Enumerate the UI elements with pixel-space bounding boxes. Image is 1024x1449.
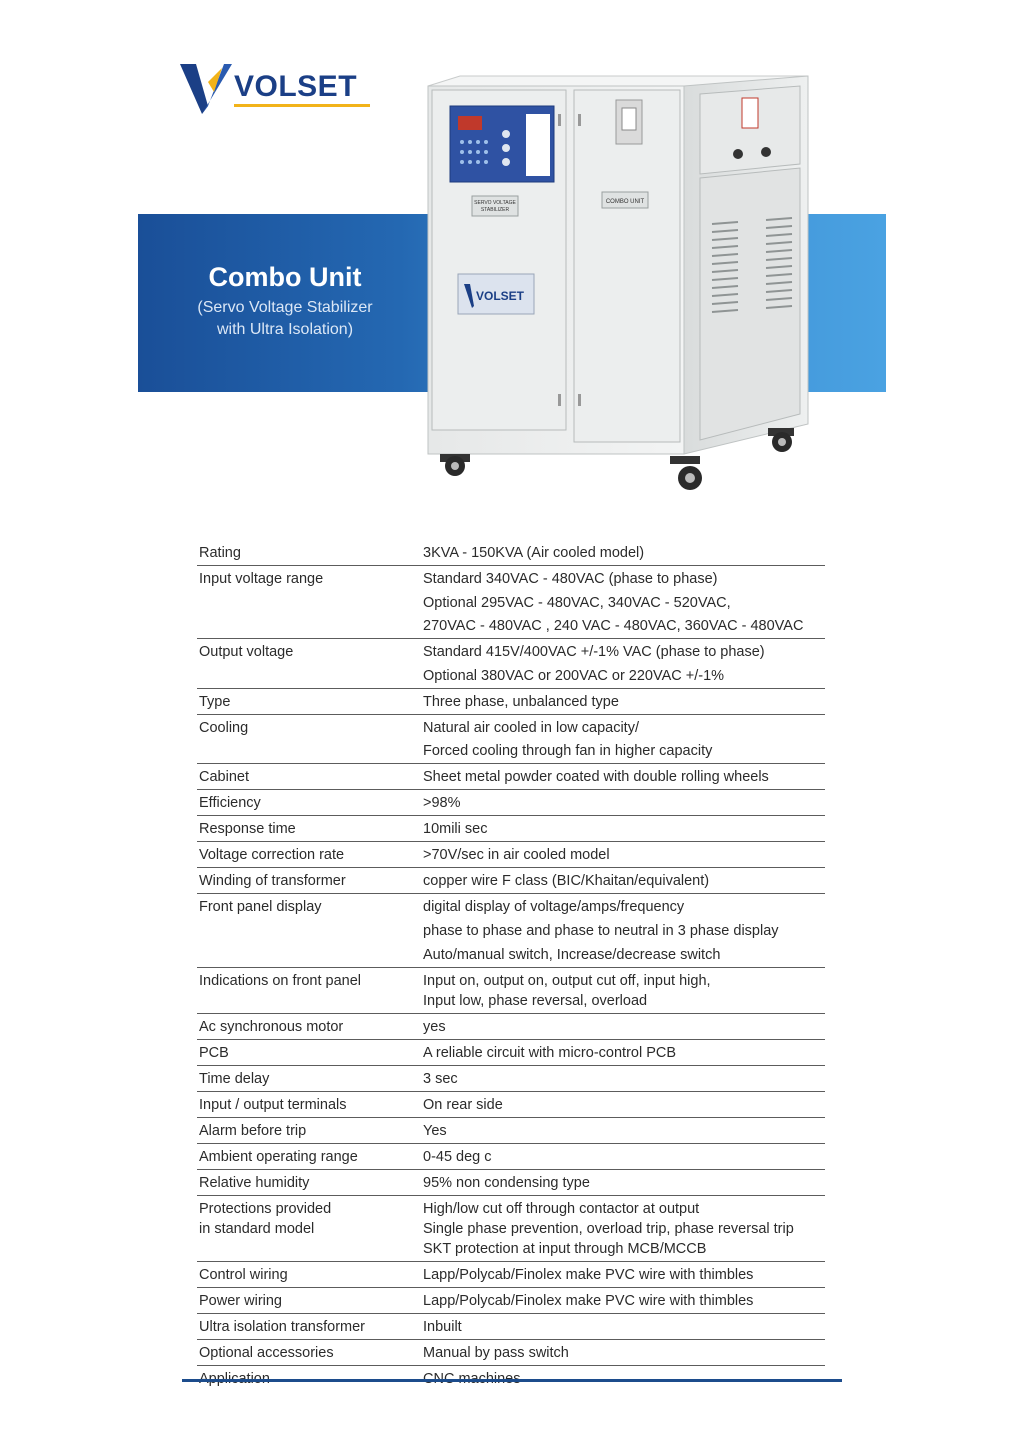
spec-value: [423, 1265, 825, 1285]
spec-value: [423, 1291, 825, 1311]
spec-label: [199, 971, 423, 1011]
spec-label: [199, 819, 423, 839]
spec-label-line: in standard model: [199, 1220, 315, 1237]
spec-row: [197, 1262, 825, 1288]
door-badge-text: VOLSET: [475, 289, 525, 303]
spec-label: [199, 1043, 423, 1063]
spec-value-line: >98%: [423, 795, 461, 812]
spec-row: [197, 1314, 825, 1340]
spec-row: [197, 715, 825, 765]
spec-value: [423, 819, 825, 839]
spec-label: [199, 767, 423, 787]
spec-value: [423, 1043, 825, 1063]
spec-value-line: 10mili sec: [423, 821, 488, 838]
spec-row: [197, 764, 825, 790]
spec-table: [197, 540, 825, 1391]
spec-row: [197, 689, 825, 715]
spec-label-line: Type: [199, 693, 231, 710]
spec-label: [199, 1173, 423, 1193]
spec-value: [423, 1173, 825, 1193]
spec-label: [199, 845, 423, 865]
spec-value-line: phase to phase and phase to neutral in 3 phase display: [423, 922, 779, 939]
spec-value: [423, 845, 825, 865]
spec-value: [423, 543, 825, 563]
spec-value-line: Auto/manual switch, Increase/decrease switch: [423, 946, 721, 963]
spec-label-line: Rating: [199, 545, 241, 561]
spec-value-line: 0-45 deg c: [423, 1148, 492, 1165]
spec-value-line: Manual by pass switch: [423, 1344, 569, 1361]
spec-value-line: 95% non condensing type: [423, 1174, 590, 1191]
spec-label: [199, 1199, 423, 1259]
spec-row: [197, 1066, 825, 1092]
spec-label: [199, 1017, 423, 1037]
spec-label: [199, 1121, 423, 1141]
spec-row: [197, 1144, 825, 1170]
spec-value-line: copper wire F class (BIC/Khaitan/equivalent): [423, 873, 710, 890]
spec-label: [199, 1095, 423, 1115]
spec-label-line: Protections provided: [199, 1200, 332, 1217]
product-image: [420, 74, 820, 498]
spec-value: [423, 692, 825, 712]
spec-value-line: Standard 340VAC - 480VAC (phase to phase): [423, 571, 718, 587]
spec-row: [197, 1196, 825, 1262]
spec-label: [199, 718, 423, 762]
spec-label-line: Ac synchronous motor: [199, 1018, 344, 1035]
spec-value-line: >70V/sec in air cooled model: [423, 847, 610, 864]
spec-value-line: Standard 415V/400VAC +/-1% VAC (phase to phase): [423, 644, 765, 661]
spec-value-line: A reliable circuit with micro-control PCB: [423, 1044, 677, 1061]
spec-label: [199, 692, 423, 712]
spec-row: [197, 790, 825, 816]
spec-label-line: PCB: [199, 1044, 229, 1061]
spec-value-line: Input on, output on, output cut off, input high,: [423, 972, 711, 989]
spec-label: [199, 642, 423, 686]
spec-value-line: 270VAC - 480VAC , 240 VAC - 480VAC, 360VAC - 480VAC: [423, 618, 804, 635]
spec-row: [197, 894, 825, 967]
combo-tag-text: COMBO UNIT: [605, 199, 645, 205]
spec-label-line: Power wiring: [199, 1292, 282, 1309]
spec-label: [199, 1291, 423, 1311]
spec-value-line: Forced cooling through fan in higher capacity: [423, 743, 713, 760]
spec-value: [423, 871, 825, 891]
spec-value-line: Lapp/Polycab/Finolex make PVC wire with thimbles: [423, 1266, 754, 1283]
spec-label: [199, 1265, 423, 1285]
spec-row: [197, 540, 825, 566]
spec-value: [423, 1147, 825, 1167]
spec-row: [197, 1288, 825, 1314]
spec-label: [199, 1069, 423, 1089]
spec-value-line: yes: [423, 1018, 446, 1035]
spec-label: [199, 897, 423, 964]
spec-row: [197, 816, 825, 842]
spec-label: [199, 1317, 423, 1337]
spec-value: [423, 1017, 825, 1037]
brand-name: VOLSET: [234, 70, 358, 103]
spec-value: [423, 1069, 825, 1089]
spec-value: [423, 642, 825, 686]
spec-value-line: Optional 380VAC or 200VAC or 220VAC +/-1%: [423, 667, 725, 684]
spec-value-line: Inbuilt: [423, 1318, 462, 1335]
servo-tag-text: SERVO VOLTAGE: [474, 200, 516, 206]
spec-row: [197, 968, 825, 1014]
spec-value: [423, 569, 825, 636]
spec-label-line: Efficiency: [199, 795, 261, 812]
spec-label-line: Winding of transformer: [199, 873, 346, 890]
spec-value: [423, 1343, 825, 1363]
spec-value: [423, 1199, 825, 1259]
spec-row: [197, 1170, 825, 1196]
spec-value-line: 3KVA - 150KVA (Air cooled model): [423, 545, 645, 561]
spec-row: [197, 1040, 825, 1066]
spec-label-line: Front panel display: [199, 899, 322, 916]
spec-value-line: SKT protection at input through MCB/MCCB: [423, 1240, 707, 1257]
spec-label-line: Alarm before trip: [199, 1122, 307, 1139]
spec-row: [197, 566, 825, 639]
svg-text:STABILIZER: STABILIZER: [480, 207, 510, 213]
spec-value-line: Single phase prevention, overload trip, phase reversal trip: [423, 1220, 794, 1237]
spec-value-line: Natural air cooled in low capacity/: [423, 719, 639, 736]
spec-row: [197, 1014, 825, 1040]
spec-row: [197, 868, 825, 894]
spec-label-line: Cooling: [199, 719, 249, 736]
subtitle-line-2: with Ultra Isolation): [216, 321, 354, 338]
page-title: Combo Unit: [208, 262, 362, 292]
spec-label-line: Relative humidity: [199, 1174, 310, 1191]
spec-label-line: Optional accessories: [199, 1344, 334, 1361]
spec-row: [197, 1118, 825, 1144]
spec-value-line: Yes: [423, 1122, 447, 1139]
spec-value: [423, 718, 825, 762]
spec-label: [199, 793, 423, 813]
spec-value-line: Lapp/Polycab/Finolex make PVC wire with thimbles: [423, 1292, 754, 1309]
page-subtitle: [150, 297, 420, 341]
spec-value: [423, 897, 825, 964]
spec-label-line: Ambient operating range: [199, 1148, 358, 1165]
spec-value: [423, 1095, 825, 1115]
spec-label-line: Response time: [199, 821, 296, 838]
spec-label: [199, 1343, 423, 1363]
spec-label-line: Input voltage range: [199, 571, 324, 587]
spec-label-line: Control wiring: [199, 1266, 288, 1283]
footer-rule: [182, 1379, 842, 1382]
spec-label: [199, 543, 423, 563]
spec-label: [199, 569, 423, 636]
spec-row: [197, 1340, 825, 1366]
brand-logo: [178, 62, 378, 118]
spec-value: [423, 971, 825, 1011]
brand-underline: [234, 104, 370, 107]
spec-value-line: Input low, phase reversal, overload: [423, 992, 648, 1009]
spec-value: [423, 1121, 825, 1141]
volset-logo-icon: [178, 62, 234, 118]
spec-value-line: On rear side: [423, 1096, 503, 1113]
subtitle-line-1: (Servo Voltage Stabilizer: [197, 299, 373, 316]
spec-label-line: Output voltage: [199, 644, 294, 661]
spec-row: [197, 1092, 825, 1118]
spec-label: [199, 1147, 423, 1167]
spec-label-line: Input / output terminals: [199, 1096, 347, 1113]
spec-value-line: Sheet metal powder coated with double rolling wheels: [423, 769, 769, 786]
spec-row: [197, 842, 825, 868]
spec-value: [423, 793, 825, 813]
spec-label-line: Voltage correction rate: [199, 847, 345, 864]
spec-value: [423, 767, 825, 787]
spec-label-line: Time delay: [199, 1070, 270, 1087]
spec-label-line: Cabinet: [199, 769, 249, 786]
spec-label-line: Indications on front panel: [199, 972, 362, 989]
spec-value-line: digital display of voltage/amps/frequency: [423, 899, 685, 916]
spec-value-line: High/low cut off through contactor at output: [423, 1200, 700, 1217]
spec-value-line: Three phase, unbalanced type: [423, 693, 619, 710]
spec-row: [197, 639, 825, 689]
spec-label: [199, 871, 423, 891]
spec-label-line: Ultra isolation transformer: [199, 1318, 365, 1335]
spec-value: [423, 1317, 825, 1337]
spec-value-line: 3 sec: [423, 1070, 458, 1087]
spec-value-line: Optional 295VAC - 480VAC, 340VAC - 520VAC,: [423, 594, 731, 611]
